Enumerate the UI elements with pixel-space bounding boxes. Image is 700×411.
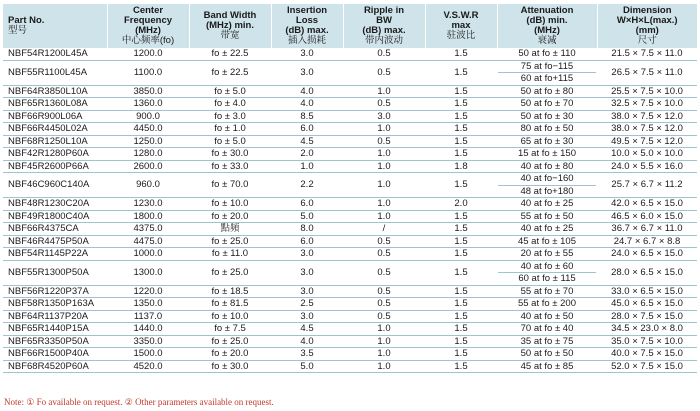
header-line: 带宽	[220, 30, 240, 41]
attenuation-line: 55 at fo ± 200	[517, 298, 577, 309]
attenuation-cell	[497, 198, 597, 211]
ripple-cell: 1.0	[343, 323, 425, 336]
dimension-cell: 24.0 × 6.5 × 15.0	[597, 248, 697, 261]
table-row	[3, 210, 697, 223]
attenuation-line: 50 at fo ± 30	[520, 110, 574, 122]
attenuation-cell	[497, 48, 597, 60]
table-row	[3, 248, 697, 261]
vswr-cell: 1.5	[425, 173, 497, 198]
attenuation-line: 55 at fo ± 70	[520, 285, 574, 297]
insertion-loss-cell: 5.0	[271, 360, 343, 373]
center-frequency-cell: 2600.0	[107, 160, 189, 173]
part-no-cell: NBF46R4475P50A	[3, 235, 107, 248]
band-width-cell: fo ± 10.0	[189, 198, 271, 211]
center-frequency-cell: 1000.0	[107, 248, 189, 261]
table-row	[3, 310, 697, 323]
insertion-loss-cell: 6.0	[271, 198, 343, 211]
part-no-cell: NBF68R1250L10A	[3, 135, 107, 148]
part-no-cell: NBF55R1300P50A	[3, 260, 107, 285]
header-line: Attenuation	[520, 5, 574, 16]
insertion-loss-cell: 3.0	[271, 285, 343, 298]
attenuation-cell	[497, 60, 597, 85]
attenuation-line: 35 at fo ± 75	[520, 335, 574, 347]
attenuation-line: 20 at fo ± 55	[520, 248, 574, 259]
part-no-cell: NBF65R3350P50A	[3, 335, 107, 348]
vswr-cell: 1.5	[425, 360, 497, 373]
ripple-cell: 1.0	[343, 360, 425, 373]
insertion-loss-cell: 3.0	[271, 60, 343, 85]
vswr-cell: 1.5	[425, 110, 497, 123]
table-row	[3, 335, 697, 348]
attenuation-line: 15 at fo ± 150	[517, 148, 577, 159]
insertion-loss-cell: 3.0	[271, 310, 343, 323]
part-no-cell: NBF66R900L06A	[3, 110, 107, 123]
attenuation-cell	[497, 360, 597, 373]
center-frequency-cell: 4475.0	[107, 235, 189, 248]
header-row	[3, 4, 697, 48]
band-width-cell: fo ± 5.0	[189, 85, 271, 98]
band-width-cell: fo ± 70.0	[189, 173, 271, 198]
table-body	[3, 48, 697, 373]
band-width-cell: fo ± 81.5	[189, 298, 271, 311]
attenuation-line: 40 at fo−160	[520, 173, 574, 184]
center-frequency-cell: 1360.0	[107, 98, 189, 111]
band-width-cell: fo ± 25.0	[189, 235, 271, 248]
attenuation-cell	[497, 110, 597, 123]
dimension-cell: 40.0 × 7.5 × 15.0	[597, 348, 697, 361]
insertion-loss-cell: 5.0	[271, 210, 343, 223]
attenuation-line: 50 at fo ± 70	[520, 98, 574, 109]
attenuation-line: 40 at fo ± 25	[520, 198, 574, 209]
band-width-cell: 點頻	[189, 223, 271, 236]
table-row	[3, 60, 697, 85]
band-width-cell: fo ± 30.0	[189, 148, 271, 161]
dimension-header	[597, 4, 697, 48]
dimension-cell: 25.7 × 6.7 × 11.2	[597, 173, 697, 198]
header-line: 中心频率(fo)	[121, 35, 175, 46]
insertion-loss-cell: 3.5	[271, 348, 343, 361]
center-frequency-cell: 1100.0	[107, 60, 189, 85]
header-line: (MHz) min.	[205, 20, 255, 31]
attenuation-cell	[497, 148, 597, 161]
attenuation-cell	[497, 160, 597, 173]
ripple-cell: 0.5	[343, 135, 425, 148]
ripple-cell: 0.5	[343, 260, 425, 285]
header-line: (MHz)	[135, 25, 161, 36]
attenuation-line: 48 at fo+180	[498, 185, 596, 198]
dimension-cell: 32.5 × 7.5 × 10.0	[597, 98, 697, 111]
header-line: 衰减	[537, 35, 557, 46]
header-line: Center	[132, 5, 164, 16]
insertion-loss-cell: 2.2	[271, 173, 343, 198]
attenuation-cell	[497, 235, 597, 248]
part-no-cell: NBF45R2600P66A	[3, 160, 107, 173]
header-line: 型号	[8, 25, 28, 36]
insertion-loss-cell: 3.0	[271, 48, 343, 60]
part-no-cell: NBF42R1280P60A	[3, 148, 107, 161]
vswr-cell: 1.5	[425, 210, 497, 223]
center-frequency-cell: 1280.0	[107, 148, 189, 161]
table-row	[3, 135, 697, 148]
center-frequency-cell: 1500.0	[107, 348, 189, 361]
dimension-cell: 52.0 × 7.5 × 15.0	[597, 360, 697, 373]
attenuation-cell	[497, 285, 597, 298]
table-row	[3, 110, 697, 123]
part-no-cell: NBF49R1800C40A	[3, 210, 107, 223]
dimension-cell: 10.0 × 5.0 × 10.0	[597, 148, 697, 161]
center-frequency-header	[107, 4, 189, 48]
vswr-cell: 1.5	[425, 310, 497, 323]
vswr-cell: 1.8	[425, 160, 497, 173]
part-no-cell: NBF66R4450L02A	[3, 123, 107, 136]
attenuation-line: 75 at fo−115	[520, 60, 574, 72]
part-no-cell: NBF66R1500P40A	[3, 348, 107, 361]
attenuation-cell	[497, 135, 597, 148]
vswr-cell: 1.5	[425, 260, 497, 285]
vswr-cell: 1.5	[425, 323, 497, 336]
band-width-cell: fo ± 22.5	[189, 60, 271, 85]
attenuation-line: 80 at fo ± 50	[520, 123, 574, 134]
vswr-cell: 1.5	[425, 85, 497, 98]
ripple-cell: 0.5	[343, 298, 425, 311]
band-width-cell: fo ± 18.5	[189, 285, 271, 298]
dimension-cell: 42.0 × 6.5 × 15.0	[597, 198, 697, 211]
vswr-header	[425, 4, 497, 48]
band-width-cell: fo ± 20.0	[189, 210, 271, 223]
header-line: (MHz)	[534, 25, 560, 36]
center-frequency-cell: 960.0	[107, 173, 189, 198]
part-no-cell: NBF46C960C140A	[3, 173, 107, 198]
insertion-loss-cell: 4.0	[271, 335, 343, 348]
band-width-cell: fo ± 3.0	[189, 110, 271, 123]
center-frequency-cell: 1230.0	[107, 198, 189, 211]
insertion-loss-cell: 4.0	[271, 98, 343, 111]
band-width-cell: fo ± 10.0	[189, 310, 271, 323]
center-frequency-cell: 900.0	[107, 110, 189, 123]
attenuation-cell	[497, 348, 597, 361]
center-frequency-cell: 3350.0	[107, 335, 189, 348]
dimension-cell: 35.0 × 7.5 × 10.0	[597, 335, 697, 348]
table-row	[3, 235, 697, 248]
table-row	[3, 85, 697, 98]
table-row	[3, 123, 697, 136]
header-line: Part No.	[8, 15, 45, 26]
center-frequency-cell: 4375.0	[107, 223, 189, 236]
table-row	[3, 285, 697, 298]
dimension-cell: 45.0 × 6.5 × 15.0	[597, 298, 697, 311]
attenuation-cell	[497, 298, 597, 311]
band-width-cell: fo ± 20.0	[189, 348, 271, 361]
band-width-cell: fo ± 5.0	[189, 135, 271, 148]
part-no-cell: NBF54R1145P22A	[3, 248, 107, 261]
attenuation-cell	[497, 85, 597, 98]
dimension-cell: 38.0 × 7.5 × 12.0	[597, 110, 697, 123]
header-line: Insertion	[286, 5, 328, 16]
header-line: Loss	[295, 15, 319, 26]
part-no-cell: NBF66R4375CA	[3, 223, 107, 236]
insertion-loss-cell: 8.0	[271, 223, 343, 236]
table-row	[3, 223, 697, 236]
attenuation-line: 40 at fo ± 80	[520, 160, 574, 172]
table-row	[3, 48, 697, 60]
vswr-cell: 1.5	[425, 98, 497, 111]
attenuation-line: 45 at fo ± 85	[520, 360, 574, 372]
center-frequency-cell: 1350.0	[107, 298, 189, 311]
ripple-cell: /	[343, 223, 425, 236]
insertion-loss-cell: 6.0	[271, 123, 343, 136]
attenuation-line: 55 at fo ± 50	[520, 210, 574, 222]
table-row	[3, 298, 697, 311]
vswr-cell: 1.5	[425, 285, 497, 298]
header-line: 驻波比	[446, 30, 476, 41]
header-line: 带内波动	[364, 35, 403, 46]
attenuation-cell	[497, 98, 597, 111]
dimension-cell: 24.7 × 6.7 × 8.8	[597, 235, 697, 248]
vswr-cell: 1.5	[425, 135, 497, 148]
attenuation-cell	[497, 323, 597, 336]
vswr-cell: 1.5	[425, 48, 497, 60]
insertion-loss-cell: 6.0	[271, 235, 343, 248]
header-line: 尺寸	[637, 35, 657, 46]
center-frequency-cell: 4520.0	[107, 360, 189, 373]
header-line: Band Width	[203, 10, 257, 21]
center-frequency-cell: 3850.0	[107, 85, 189, 98]
band-width-cell: fo ± 25.0	[189, 335, 271, 348]
band-width-header	[189, 4, 271, 48]
attenuation-line: 50 at fo ± 80	[520, 85, 574, 97]
part-no-cell: NBF54R1200L45A	[3, 48, 107, 60]
vswr-cell: 2.0	[425, 198, 497, 211]
ripple-cell: 0.5	[343, 248, 425, 261]
part-no-cell: NBF56R1220P37A	[3, 285, 107, 298]
header-line: V.S.W.R	[443, 10, 479, 21]
header-line: Dimension	[622, 5, 672, 16]
vswr-cell: 1.5	[425, 123, 497, 136]
header-line: (mm)	[635, 25, 659, 36]
part-no-cell: NBF64R3850L10A	[3, 85, 107, 98]
band-width-cell: fo ± 33.0	[189, 160, 271, 173]
attenuation-line: 40 at fo ± 60	[520, 260, 574, 272]
ripple-cell: 0.5	[343, 98, 425, 111]
attenuation-header	[497, 4, 597, 48]
table-row	[3, 260, 697, 285]
band-width-cell: fo ± 11.0	[189, 248, 271, 261]
center-frequency-cell: 1800.0	[107, 210, 189, 223]
center-frequency-cell: 1137.0	[107, 310, 189, 323]
band-width-cell: fo ± 25.0	[189, 260, 271, 285]
vswr-cell: 1.5	[425, 60, 497, 85]
ripple-cell: 1.0	[343, 210, 425, 223]
part-no-cell: NBF58R1350P163A	[3, 298, 107, 311]
center-frequency-cell: 1200.0	[107, 48, 189, 60]
ripple-cell: 1.0	[343, 348, 425, 361]
filter-spec-table	[3, 4, 697, 373]
dimension-cell: 34.5 × 23.0 × 8.0	[597, 323, 697, 336]
dimension-cell: 21.5 × 7.5 × 11.0	[597, 48, 697, 60]
attenuation-cell	[497, 248, 597, 261]
attenuation-line: 50 at fo ± 50	[520, 348, 574, 359]
table-row	[3, 360, 697, 373]
table-row	[3, 148, 697, 161]
insertion-loss-cell: 8.5	[271, 110, 343, 123]
attenuation-line: 60 at fo ± 115	[498, 272, 596, 285]
part-no-header	[3, 4, 107, 48]
insertion-loss-cell: 2.5	[271, 298, 343, 311]
table-row	[3, 173, 697, 198]
dimension-cell: 36.7 × 6.7 × 11.0	[597, 223, 697, 236]
insertion-loss-cell: 4.5	[271, 323, 343, 336]
table-row	[3, 98, 697, 111]
attenuation-line: 70 at fo ± 40	[520, 323, 574, 334]
vswr-cell: 1.5	[425, 235, 497, 248]
ripple-cell: 1.0	[343, 198, 425, 211]
header-line: (dB) max.	[362, 25, 406, 36]
dimension-cell: 33.0 × 6.5 × 15.0	[597, 285, 697, 298]
part-no-cell: NBF65R1440P15A	[3, 323, 107, 336]
table-row	[3, 323, 697, 336]
ripple-header	[343, 4, 425, 48]
header-line: (dB) max.	[285, 25, 329, 36]
dimension-cell: 49.5 × 7.5 × 12.0	[597, 135, 697, 148]
attenuation-line: 60 at fo+115	[498, 72, 596, 85]
attenuation-cell	[497, 173, 597, 198]
footnote: Note: ① Fo available on request. ② Other parameters available on request.	[4, 397, 274, 407]
ripple-cell: 1.0	[343, 148, 425, 161]
header-line: W×H×L(max.)	[616, 15, 678, 26]
dimension-cell: 28.0 × 6.5 × 15.0	[597, 260, 697, 285]
attenuation-cell	[497, 210, 597, 223]
insertion-loss-header	[271, 4, 343, 48]
part-no-cell: NBF64R1137P20A	[3, 310, 107, 323]
ripple-cell: 1.0	[343, 85, 425, 98]
band-width-cell: fo ± 30.0	[189, 360, 271, 373]
vswr-cell: 1.5	[425, 335, 497, 348]
center-frequency-cell: 4450.0	[107, 123, 189, 136]
header-line: Frequency	[123, 15, 173, 26]
table-row	[3, 160, 697, 173]
header-line: (dB) min.	[526, 15, 568, 26]
attenuation-line: 45 at fo ± 105	[517, 235, 577, 247]
attenuation-cell	[497, 335, 597, 348]
table-row	[3, 348, 697, 361]
insertion-loss-cell: 3.0	[271, 248, 343, 261]
ripple-cell: 0.5	[343, 48, 425, 60]
dimension-cell: 24.0 × 5.5 × 16.0	[597, 160, 697, 173]
ripple-cell: 0.5	[343, 60, 425, 85]
part-no-cell: NBF55R1100L45A	[3, 60, 107, 85]
dimension-cell: 28.0 × 7.5 × 15.0	[597, 310, 697, 323]
attenuation-cell	[497, 123, 597, 136]
attenuation-line: 40 at fo ± 25	[520, 223, 574, 234]
attenuation-cell	[497, 223, 597, 236]
vswr-cell: 1.5	[425, 223, 497, 236]
ripple-cell: 0.5	[343, 235, 425, 248]
band-width-cell: fo ± 22.5	[189, 48, 271, 60]
ripple-cell: 1.0	[343, 123, 425, 136]
center-frequency-cell: 1250.0	[107, 135, 189, 148]
dimension-cell: 25.5 × 7.5 × 10.0	[597, 85, 697, 98]
ripple-cell: 1.0	[343, 173, 425, 198]
ripple-cell: 0.5	[343, 310, 425, 323]
attenuation-line: 50 at fo ± 110	[518, 48, 576, 59]
part-no-cell: NBF68R4520P60A	[3, 360, 107, 373]
attenuation-line: 65 at fo ± 30	[520, 135, 574, 147]
ripple-cell: 1.0	[343, 160, 425, 173]
band-width-cell: fo ± 1.0	[189, 123, 271, 136]
vswr-cell: 1.5	[425, 148, 497, 161]
table-row	[3, 198, 697, 211]
ripple-cell: 1.0	[343, 335, 425, 348]
attenuation-cell	[497, 310, 597, 323]
part-no-cell: NBF65R1360L08A	[3, 98, 107, 111]
dimension-cell: 46.5 × 6.0 × 15.0	[597, 210, 697, 223]
ripple-cell: 0.5	[343, 285, 425, 298]
band-width-cell: fo ± 4.0	[189, 98, 271, 111]
header-line: BW	[376, 15, 392, 26]
insertion-loss-cell: 4.0	[271, 85, 343, 98]
vswr-cell: 1.5	[425, 298, 497, 311]
vswr-cell: 1.5	[425, 248, 497, 261]
center-frequency-cell: 1220.0	[107, 285, 189, 298]
insertion-loss-cell: 4.5	[271, 135, 343, 148]
dimension-cell: 26.5 × 7.5 × 11.0	[597, 60, 697, 85]
band-width-cell: fo ± 7.5	[189, 323, 271, 336]
insertion-loss-cell: 3.0	[271, 260, 343, 285]
insertion-loss-cell: 1.0	[271, 160, 343, 173]
ripple-cell: 3.0	[343, 110, 425, 123]
part-no-cell: NBF48R1230C20A	[3, 198, 107, 211]
header-line: Ripple in	[363, 5, 405, 16]
header-line: max	[451, 20, 471, 31]
attenuation-cell	[497, 260, 597, 285]
vswr-cell: 1.5	[425, 348, 497, 361]
center-frequency-cell: 1300.0	[107, 260, 189, 285]
insertion-loss-cell: 2.0	[271, 148, 343, 161]
center-frequency-cell: 1440.0	[107, 323, 189, 336]
header-line: 插入损耗	[287, 35, 326, 46]
attenuation-line: 40 at fo ± 50	[520, 310, 574, 322]
dimension-cell: 38.0 × 7.5 × 12.0	[597, 123, 697, 136]
